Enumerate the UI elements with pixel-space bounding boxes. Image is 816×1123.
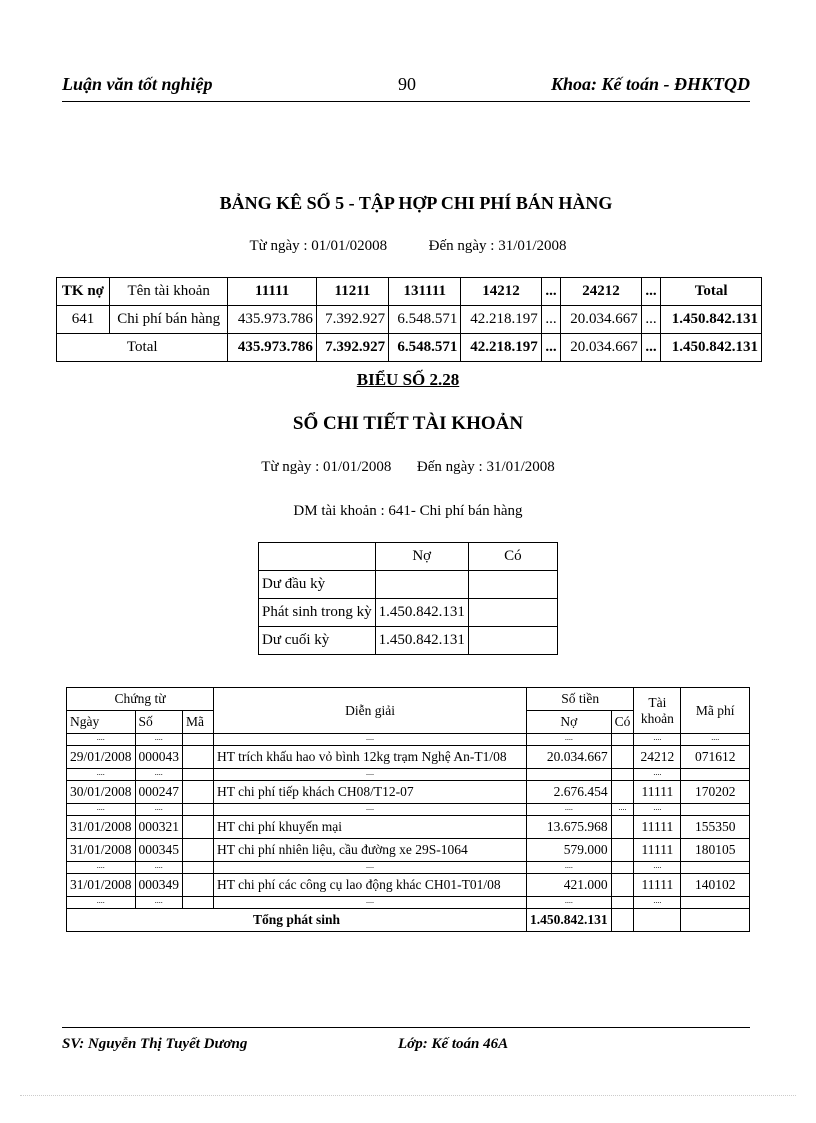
- table-cell: 42.218.197: [461, 334, 541, 362]
- dots: ....: [634, 897, 681, 909]
- table-cell: Chi phí bán hàng: [109, 306, 228, 334]
- table-cell: [611, 816, 634, 839]
- table-cell: 29/01/2008: [67, 746, 136, 769]
- ellipsis-row: [67, 734, 750, 746]
- ledger-date-to: Đến ngày : 31/01/2008: [416, 459, 555, 475]
- header-cell: Ngày: [67, 711, 136, 734]
- dots: ....: [214, 734, 527, 746]
- table-header-row: [67, 688, 750, 711]
- dots: [611, 862, 634, 874]
- dots: ....: [527, 734, 612, 746]
- page-edge-divider: [20, 1095, 796, 1096]
- table-cell: [611, 746, 634, 769]
- table-cell: [611, 874, 634, 897]
- dots: [183, 897, 214, 909]
- table-cell: [183, 874, 214, 897]
- dots: ....: [611, 804, 634, 816]
- table-cell: HT trích khấu hao vỏ bình 12kg trạm Nghệ An-T1/08: [214, 746, 527, 769]
- dots: [611, 897, 634, 909]
- table-cell: [611, 909, 634, 932]
- table-cell: 000349: [135, 874, 183, 897]
- table-cell: 6.548.571: [389, 334, 461, 362]
- dots: ....: [135, 862, 183, 874]
- balance-table: [258, 542, 558, 655]
- dots: ....: [67, 734, 136, 746]
- table-cell: Dư đầu kỳ: [259, 571, 376, 599]
- dots: ....: [527, 804, 612, 816]
- ellipsis-row: [67, 804, 750, 816]
- ledger-title: SỔ CHI TIẾT TÀI KHOẢN: [292, 413, 524, 434]
- header-cell: Mã phí: [681, 688, 750, 734]
- table-cell: 1.450.842.131: [661, 334, 762, 362]
- dots: ....: [214, 804, 527, 816]
- dots: ....: [214, 897, 527, 909]
- dots: ....: [634, 862, 681, 874]
- table-cell: [183, 746, 214, 769]
- table-cell: [183, 816, 214, 839]
- table-cell: 000043: [135, 746, 183, 769]
- header-cell: 24212: [561, 278, 641, 306]
- table-cell: 6.548.571: [389, 306, 461, 334]
- table-row: [67, 746, 750, 769]
- dots: [611, 769, 634, 781]
- footer-rule: [62, 1027, 750, 1028]
- dots: [681, 804, 750, 816]
- dots: [681, 862, 750, 874]
- table-cell: 421.000: [527, 874, 612, 897]
- ellipsis-row: [67, 897, 750, 909]
- table-row: [57, 306, 762, 334]
- dots: [611, 734, 634, 746]
- dots: ....: [527, 862, 612, 874]
- table-cell: 180105: [681, 839, 750, 862]
- dots: [183, 804, 214, 816]
- total-label: Total: [57, 334, 228, 362]
- table-cell: 11111: [634, 781, 681, 804]
- header-cell: Có: [468, 543, 557, 571]
- table-cell: [611, 781, 634, 804]
- table-cell: 7.392.927: [316, 306, 388, 334]
- table-cell: 11111: [634, 839, 681, 862]
- table-row: [67, 781, 750, 804]
- table-header-row: [259, 543, 558, 571]
- dots: ....: [67, 804, 136, 816]
- header-cell: Số: [135, 711, 183, 734]
- table-cell: HT chi phí các công cụ lao động khác CH01-T01/08: [214, 874, 527, 897]
- table-row: [67, 874, 750, 897]
- table1-date-to: Đến ngày : 31/01/2008: [428, 238, 567, 254]
- ledger-date-range: [0, 459, 816, 476]
- table-cell: 071612: [681, 746, 750, 769]
- dots: [681, 769, 750, 781]
- table-cell: ...: [541, 306, 561, 334]
- header-cell: Diễn giải: [214, 688, 527, 734]
- table-cell: [375, 571, 468, 599]
- header-cell: ...: [541, 278, 561, 306]
- ledger-table: [66, 687, 750, 932]
- table-row: [259, 599, 558, 627]
- table-cell: Phát sinh trong kỳ: [259, 599, 376, 627]
- dots: ....: [135, 769, 183, 781]
- dots: [183, 734, 214, 746]
- footer-student: SV: Nguyễn Thị Tuyết Dương: [62, 1036, 248, 1052]
- header-cell: Tên tài khoản: [109, 278, 228, 306]
- dots: [183, 769, 214, 781]
- dots: ....: [527, 897, 612, 909]
- table-cell: HT chi phí tiếp khách CH08/T12-07: [214, 781, 527, 804]
- table-cell: 20.034.667: [561, 334, 641, 362]
- dots: ....: [634, 734, 681, 746]
- dots: [527, 769, 612, 781]
- table-cell: 000247: [135, 781, 183, 804]
- table-cell: [681, 909, 750, 932]
- table-cell: 20.034.667: [561, 306, 641, 334]
- page-header: [62, 74, 750, 100]
- table-cell: [468, 599, 557, 627]
- table-cell: [183, 781, 214, 804]
- table-cell: HT chi phí khuyến mại: [214, 816, 527, 839]
- ellipsis-row: [67, 769, 750, 781]
- dots: ....: [135, 897, 183, 909]
- table-cell: 155350: [681, 816, 750, 839]
- dots: ....: [634, 804, 681, 816]
- table-cell: [611, 839, 634, 862]
- dots: ....: [135, 734, 183, 746]
- table-cell: 000321: [135, 816, 183, 839]
- table-cell: 7.392.927: [316, 334, 388, 362]
- table-row: [259, 627, 558, 655]
- total-amount: 1.450.842.131: [527, 909, 612, 932]
- total-label: Tổng phát sinh: [67, 909, 527, 932]
- dots: [183, 862, 214, 874]
- table-cell: 435.973.786: [228, 306, 316, 334]
- table-cell: 42.218.197: [461, 306, 541, 334]
- table-cell: 11111: [634, 874, 681, 897]
- header-cell: ...: [641, 278, 661, 306]
- table-cell: ...: [641, 306, 661, 334]
- table-cell: [183, 839, 214, 862]
- footer-class: Lớp: Kế toán 46A: [398, 1036, 509, 1052]
- table-cell: 30/01/2008: [67, 781, 136, 804]
- dots: ....: [634, 769, 681, 781]
- dots: ....: [67, 769, 136, 781]
- header-cell: Total: [661, 278, 762, 306]
- page-number: 90: [398, 74, 416, 94]
- table-header-row: [57, 278, 762, 306]
- header-cell: Có: [611, 711, 634, 734]
- table-cell: ...: [641, 334, 661, 362]
- table-cell: 2.676.454: [527, 781, 612, 804]
- header-faculty: Khoa: Kế toán - ĐHKTQD: [550, 74, 750, 94]
- dots: ....: [214, 769, 527, 781]
- header-cell: [259, 543, 376, 571]
- header-cell: Tài khoản: [634, 688, 681, 734]
- table-cell: 1.450.842.131: [375, 599, 468, 627]
- dots: ....: [214, 862, 527, 874]
- table-cell: [468, 627, 557, 655]
- header-cell: 11211: [316, 278, 388, 306]
- table1-date-range: [0, 238, 816, 255]
- header-cell: Nợ: [527, 711, 612, 734]
- header-rule: [62, 101, 750, 102]
- table-cell: 579.000: [527, 839, 612, 862]
- dots: ....: [67, 862, 136, 874]
- figure-label: BIỂU SỐ 2.28: [356, 370, 460, 389]
- account-name: DM tài khoản : 641- Chi phí bán hàng: [293, 503, 523, 519]
- table-row: [259, 571, 558, 599]
- total-row: [67, 909, 750, 932]
- table-cell: [634, 909, 681, 932]
- dots: ....: [67, 897, 136, 909]
- table-cell: 435.973.786: [228, 334, 316, 362]
- table-cell: HT chi phí nhiên liệu, cầu đường xe 29S-1064: [214, 839, 527, 862]
- header-cell: 131111: [389, 278, 461, 306]
- table-cell: 13.675.968: [527, 816, 612, 839]
- table-cell: 31/01/2008: [67, 874, 136, 897]
- table1-title: BẢNG KÊ SỐ 5 - TẬP HỢP CHI PHÍ BÁN HÀNG: [219, 193, 613, 213]
- header-thesis-label: Luận văn tốt nghiệp: [62, 74, 213, 94]
- table-row: [67, 839, 750, 862]
- table-cell: Dư cuối kỳ: [259, 627, 376, 655]
- ellipsis-row: [67, 862, 750, 874]
- table-cell: 1.450.842.131: [661, 306, 762, 334]
- table1-date-from: Từ ngày : 01/01/02008: [249, 238, 388, 254]
- header-cell: TK nợ: [57, 278, 110, 306]
- header-cell: 14212: [461, 278, 541, 306]
- table-cell: 20.034.667: [527, 746, 612, 769]
- header-cell: Nợ: [375, 543, 468, 571]
- table-cell: 140102: [681, 874, 750, 897]
- dots: ....: [135, 804, 183, 816]
- table-cell: 11111: [634, 816, 681, 839]
- summary-table: [56, 277, 762, 362]
- table-cell: 000345: [135, 839, 183, 862]
- table-row: [67, 816, 750, 839]
- dots: ....: [681, 734, 750, 746]
- ledger-date-from: Từ ngày : 01/01/2008: [261, 459, 392, 475]
- table-cell: 641: [57, 306, 110, 334]
- table-cell: [468, 571, 557, 599]
- total-row: [57, 334, 762, 362]
- header-cell: Số tiền: [527, 688, 634, 711]
- table-cell: 170202: [681, 781, 750, 804]
- header-cell: 11111: [228, 278, 316, 306]
- dots: [681, 897, 750, 909]
- table-cell: ...: [541, 334, 561, 362]
- table-cell: 31/01/2008: [67, 839, 136, 862]
- table-cell: 31/01/2008: [67, 816, 136, 839]
- table-cell: 24212: [634, 746, 681, 769]
- header-cell: Chứng từ: [67, 688, 214, 711]
- table-cell: 1.450.842.131: [375, 627, 468, 655]
- header-cell: Mã: [183, 711, 214, 734]
